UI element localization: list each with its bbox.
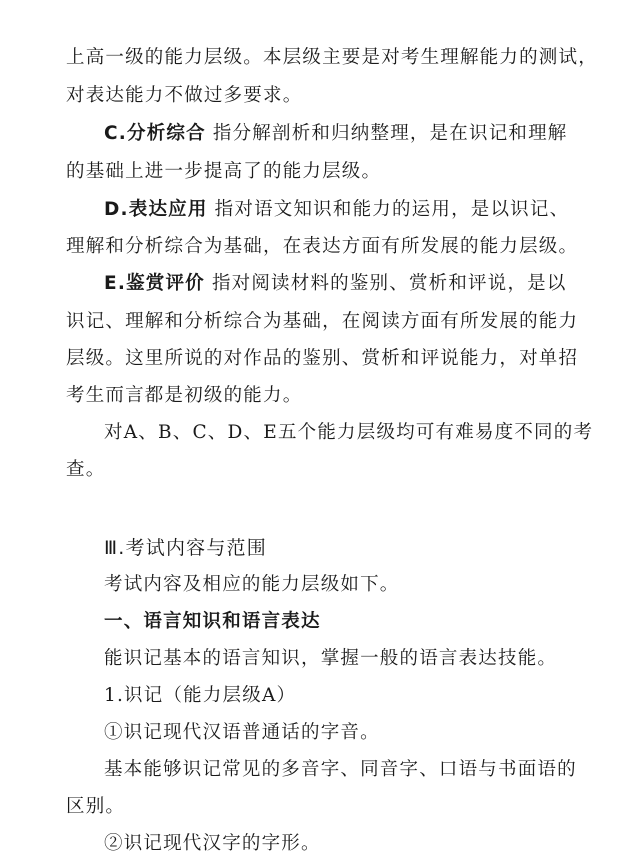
paragraph-line: 的基础上进一步提高了的能力层级。 xyxy=(66,161,382,182)
level-d-term: D.表达应用 xyxy=(104,199,208,220)
section-heading: Ⅲ.考试内容与范围 xyxy=(104,537,267,559)
paragraph-line: 基本能够识记常见的多音字、同音字、口语与书面语的 xyxy=(104,759,577,780)
subsection-description: 能识记基本的语言知识，掌握一般的语言表达技能。 xyxy=(104,648,558,669)
section-intro: 考试内容及相应的能力层级如下。 xyxy=(104,574,400,595)
item-point: ①识记现代汉语普通话的字音。 xyxy=(104,722,380,743)
subsection-title: 一、语言知识和语言表达 xyxy=(104,611,321,632)
paragraph-line: 查。 xyxy=(66,459,106,480)
level-d-definition: 指对语文知识和能力的运用，是以识记、 xyxy=(207,199,570,220)
paragraph-line: 层级。这里所说的对作品的鉴别、赏析和评说能力，对单招 xyxy=(66,348,579,369)
level-c-term: C.分析综合 xyxy=(104,123,206,144)
paragraph-line: 理解和分析综合为基础，在表达方面有所发展的能力层级。 xyxy=(66,236,579,257)
level-d-line xyxy=(104,198,569,222)
paragraph-line: 识记、理解和分析综合为基础，在阅读方面有所发展的能力 xyxy=(66,311,579,332)
level-e-line xyxy=(104,272,567,296)
paragraph-line: 考生而言都是初级的能力。 xyxy=(66,385,303,406)
level-e-term: E.鉴赏评价 xyxy=(104,273,205,294)
paragraph-line: 上高一级的能力层级。本层级主要是对考生理解能力的测试， xyxy=(66,47,598,68)
level-e-definition: 指对阅读材料的鉴别、赏析和评说，是以 xyxy=(204,273,567,294)
paragraph-line: 对表达能力不做过多要求。 xyxy=(66,85,303,106)
item-title: 1.识记（能力层级A） xyxy=(104,685,297,706)
level-c-line xyxy=(104,122,568,146)
level-c-definition: 指分解剖析和归纳整理，是在识记和理解 xyxy=(205,123,568,144)
paragraph-line: 区别。 xyxy=(66,796,126,817)
item-point: ②识记现代汉字的字形。 xyxy=(104,833,321,854)
paragraph-line: 对A、B、C、D、E五个能力层级均可有难易度不同的考 xyxy=(104,422,594,443)
